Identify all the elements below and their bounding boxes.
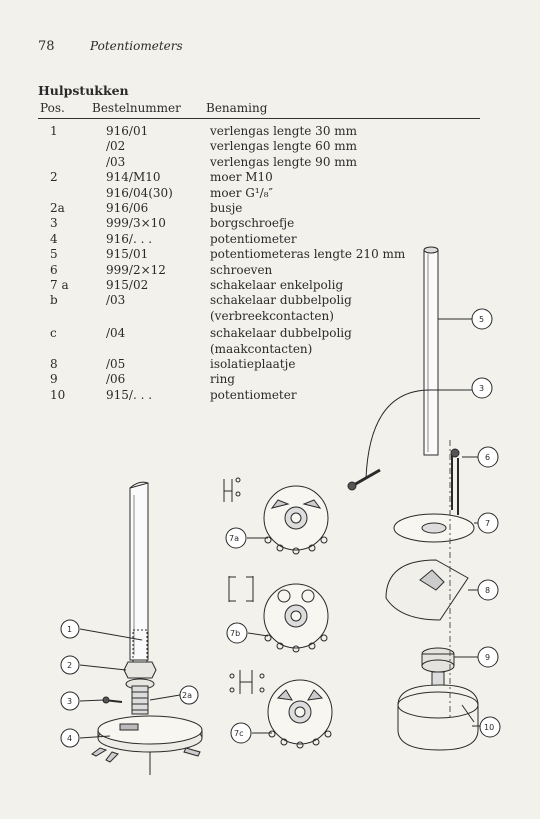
table-cell-name: schakelaar dubbelpolig [210,293,352,308]
table-cell-order: /02 [106,139,126,154]
table-cell-pos: 2 [50,170,58,185]
right-assembly-illustration [348,247,500,750]
callout-label: 3 [479,384,485,393]
table-cell-order: 915/01 [106,247,149,262]
table-cell-order: /03 [106,293,126,308]
callout-label: 6 [485,453,491,462]
table-cell-order: 915/02 [106,278,149,292]
table-cell-name: schakelaar dubbelpolig [210,326,352,341]
callout-label: 7 [485,519,491,528]
section-title: Hulpstukken [38,83,129,98]
table-cell-pos: b [50,293,58,308]
callout-label: 9 [485,653,491,662]
table-cell-name: ring [210,372,235,387]
table-cell-order: /03 [106,154,126,169]
callout-label: 10 [484,723,495,732]
table-cell-name: verlengas lengte 60 mm [210,139,358,154]
column-header-order: Bestelnummer [92,101,181,115]
table-cell-pos: 2a [50,201,65,215]
table-cell-name: moer G¹/₈″ [210,185,273,200]
callout-label: 2 [67,661,73,670]
table-cell-order: 916/01 [106,124,149,138]
page-number: 78 [38,39,55,54]
callout-label: 8 [485,586,491,595]
table-cell-order: 916/04(30) [106,185,173,200]
column-header-name: Benaming [206,101,268,115]
callout-label: 7b [230,629,241,638]
table-cell-name: (maakcontacten) [210,341,313,356]
callout-label: 2a [182,691,192,700]
table-cell-pos: 6 [50,262,58,277]
table-cell-name: busje [210,201,243,215]
table-cell-name: potentiometer [210,387,297,402]
table-cell-order: 999/3×10 [106,216,166,231]
table-cell-order: 915/. . . [106,387,153,402]
table-cell-order: 916/. . . [106,231,153,246]
callout-label: 1 [67,625,73,634]
table-cell-name: verlengas lengte 30 mm [210,124,358,138]
table-cell-pos: 9 [50,372,58,387]
callout-label: 5 [479,315,485,324]
table-cell-name: moer M10 [210,170,273,185]
table-cell-name: schakelaar enkelpolig [210,278,344,292]
table-cell-order: /05 [106,357,126,371]
table-cell-name: (verbreekcontacten) [210,308,334,323]
table-cell-name: borgschroefje [210,216,295,231]
running-title: Potentiometers [90,39,183,53]
callout-label: 7c [234,729,244,738]
table-cell-pos: 8 [50,357,58,371]
table-cell-order: /04 [106,326,126,341]
table-cell-name: isolatieplaatje [210,357,296,371]
callout-label: 4 [67,734,73,743]
table-cell-pos: 10 [50,387,66,402]
left-assembly-illustration [61,482,202,775]
table-cell-order: 916/06 [106,201,149,215]
table-cell-name: schroeven [210,262,273,277]
column-header-pos: Pos. [40,101,65,115]
table-cell-name: verlengas lengte 90 mm [210,154,358,169]
table-cell-order: /06 [106,372,126,387]
table-cell-name: potentiometeras lengte 210 mm [210,247,406,262]
callout-label: 3 [67,697,73,706]
table-cell-pos: 5 [50,247,58,262]
table-cell-pos: 7 a [50,278,69,292]
table-cell-order: 999/2×12 [106,262,166,277]
table-cell-order: 914/M10 [106,170,161,185]
table-cell-pos: 3 [50,216,58,231]
callout-label: 7a [229,534,239,543]
table-cell-pos: c [50,326,57,341]
table-cell-name: potentiometer [210,231,297,246]
table-cell-pos: 4 [50,231,58,246]
table-cell-pos: 1 [50,124,58,138]
switch-variants-illustration [224,478,332,748]
